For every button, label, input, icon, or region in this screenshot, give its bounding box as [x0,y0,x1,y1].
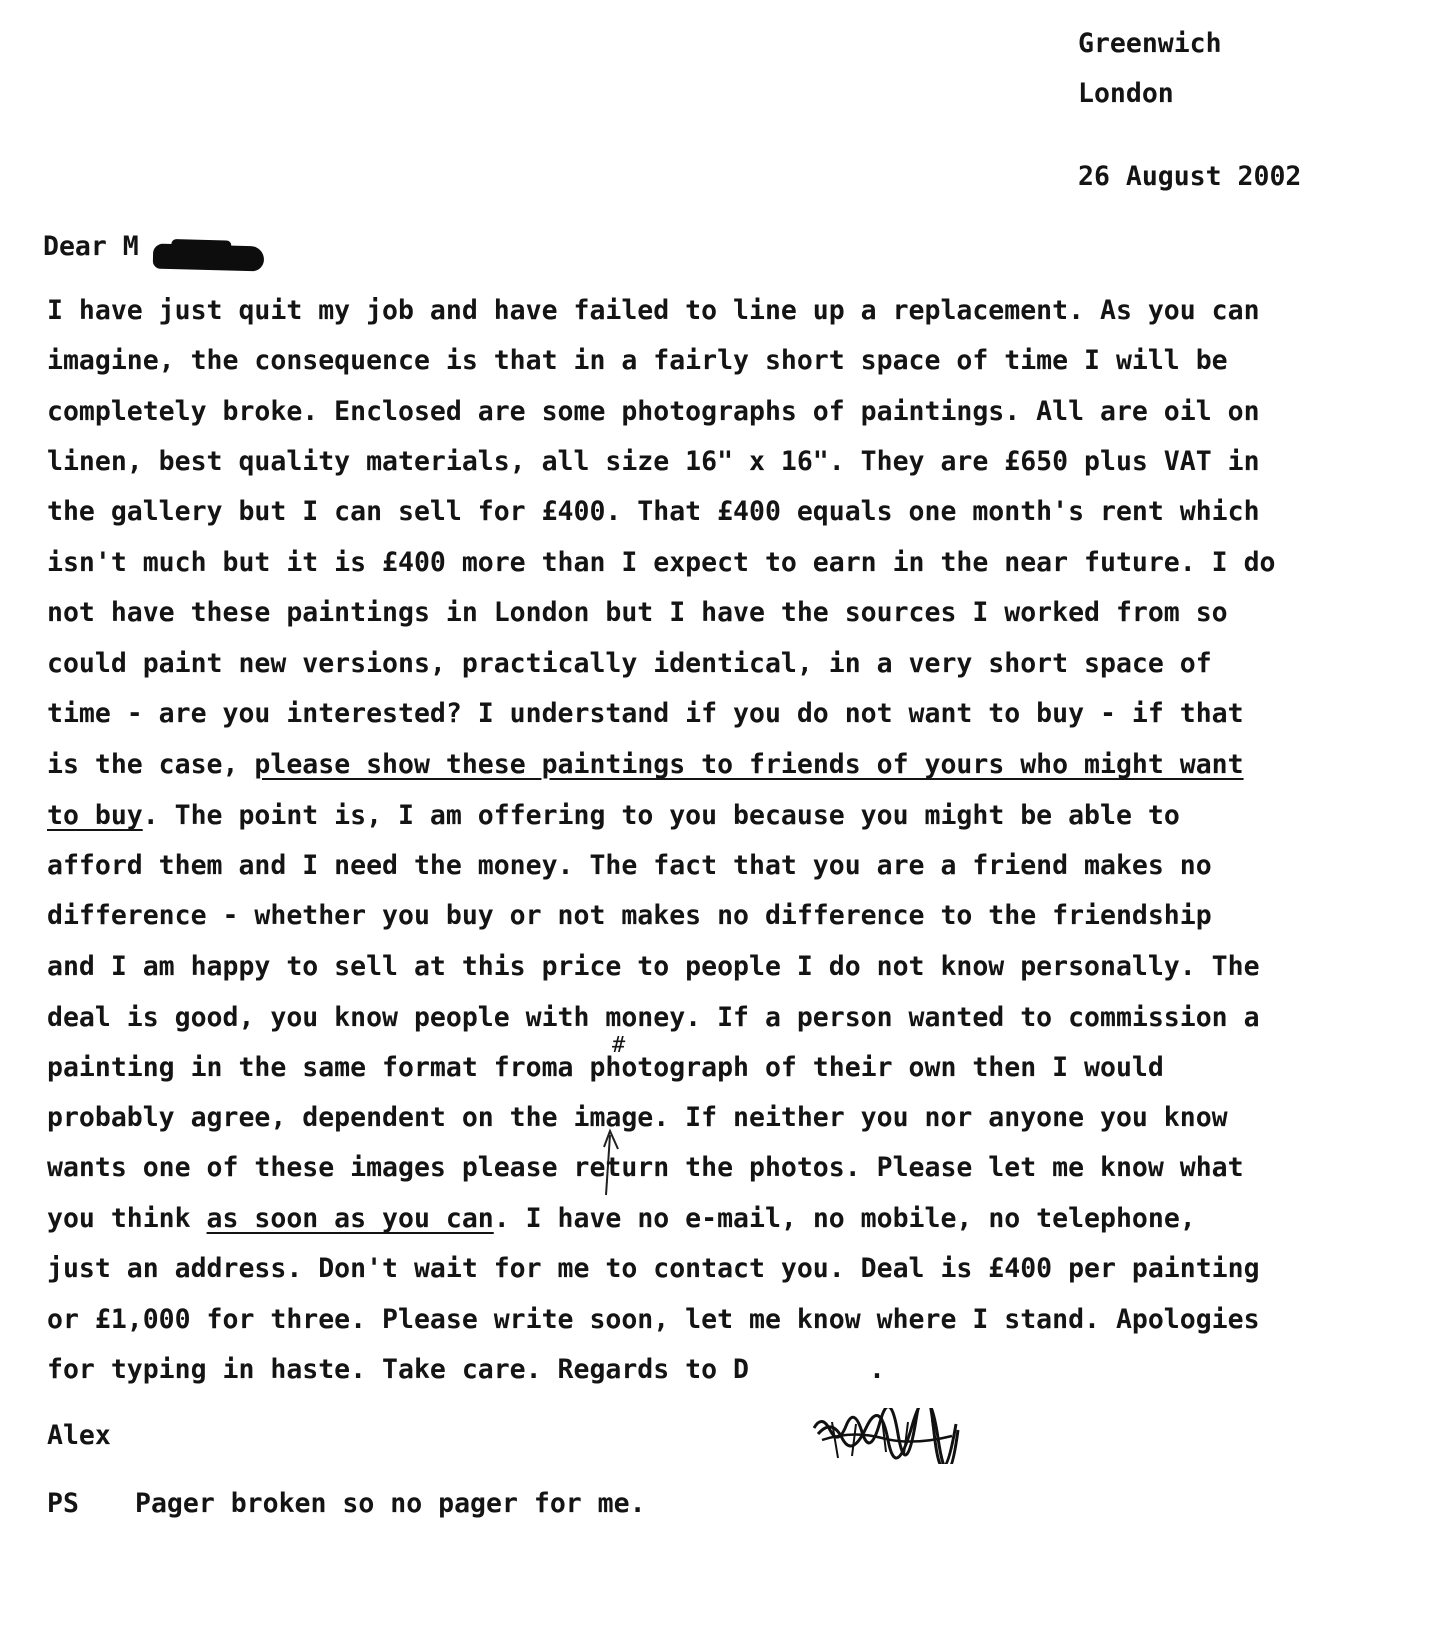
body-line-3: completely broke. Enclosed are some photographs of paintings. All are oil on [47,396,1260,427]
body-line-17: probably agree, dependent on the image. If neither you nor anyone you know [47,1102,1228,1133]
ps-text: Pager broken so no pager for me. [135,1488,646,1519]
body-line-19-prefix: you think [47,1203,207,1234]
body-line-12: afford them and I need the money. The fact that you are a friend makes no [47,850,1212,881]
body-line-13: difference - whether you buy or not makes no difference to the friendship [47,900,1212,931]
body-line-22 [47,1354,885,1386]
body-line-15: deal is good, you know people with money. If a person wanted to commission a [47,1002,1260,1033]
body-line-1: I have just quit my job and have failed to line up a replacement. As you can [47,295,1260,326]
body-line-8: could paint new versions, practically identical, in a very short space of [47,648,1212,679]
body-line-4: linen, best quality materials, all size 16" x 16". They are £650 plus VAT in [47,446,1260,477]
body-line-10 [47,749,1244,781]
body-line-6: isn't much but it is £400 more than I expect to earn in the near future. I do [47,547,1276,578]
body-line-22-prefix: for typing in haste. Take care. Regards to [47,1354,734,1385]
address-line-2: London [1078,78,1174,109]
body-line-11-rest: . The point is, I am offering to you because you might be able to [142,800,1180,831]
body-line-2: imagine, the consequence is that in a fairly short space of time I will be [47,345,1228,376]
underlined-as-soon-as-you-can: as soon as you can [206,1203,494,1234]
body-line-16: painting in the same format froma photograph of their own then I would [47,1052,1164,1083]
body-line-19 [47,1203,1196,1235]
salutation: Dear M [43,231,139,262]
body-line-20: just an address. Don't wait for me to contact you. Deal is £400 per painting [47,1253,1260,1284]
underlined-request: please show these paintings to friends of yours who might want [254,749,1244,780]
body-line-22-end: . [869,1354,885,1385]
ps-label: PS [47,1488,79,1519]
body-line-19-rest: . I have no e-mail, no mobile, no telephone, [493,1203,1196,1234]
body-line-9: time - are you interested? I understand if you do not want to buy - if that [47,698,1244,729]
underlined-to-buy: to buy [47,800,143,831]
signature: Alex [47,1420,111,1451]
handwritten-scribble-redaction [812,1408,960,1464]
letter-date: 26 August 2002 [1078,161,1302,192]
body-line-14: and I am happy to sell at this price to people I do not know personally. The [47,951,1260,982]
body-line-11 [47,800,1180,832]
body-line-10-prefix: is the case, [47,749,255,780]
insertion-mark: # [612,1033,626,1058]
body-line-21: or £1,000 for three. Please write soon, let me know where I stand. Apologies [47,1304,1260,1335]
body-line-18: wants one of these images please return the photos. Please let me know what [47,1152,1244,1183]
redacted-name-mark [153,244,265,272]
body-line-5: the gallery but I can sell for £400. That £400 equals one month's rent which [47,496,1260,527]
redacted-name-initial: D [733,1354,750,1385]
address-line-1: Greenwich [1078,28,1222,59]
body-line-7: not have these paintings in London but I have the sources I worked from so [47,597,1228,628]
